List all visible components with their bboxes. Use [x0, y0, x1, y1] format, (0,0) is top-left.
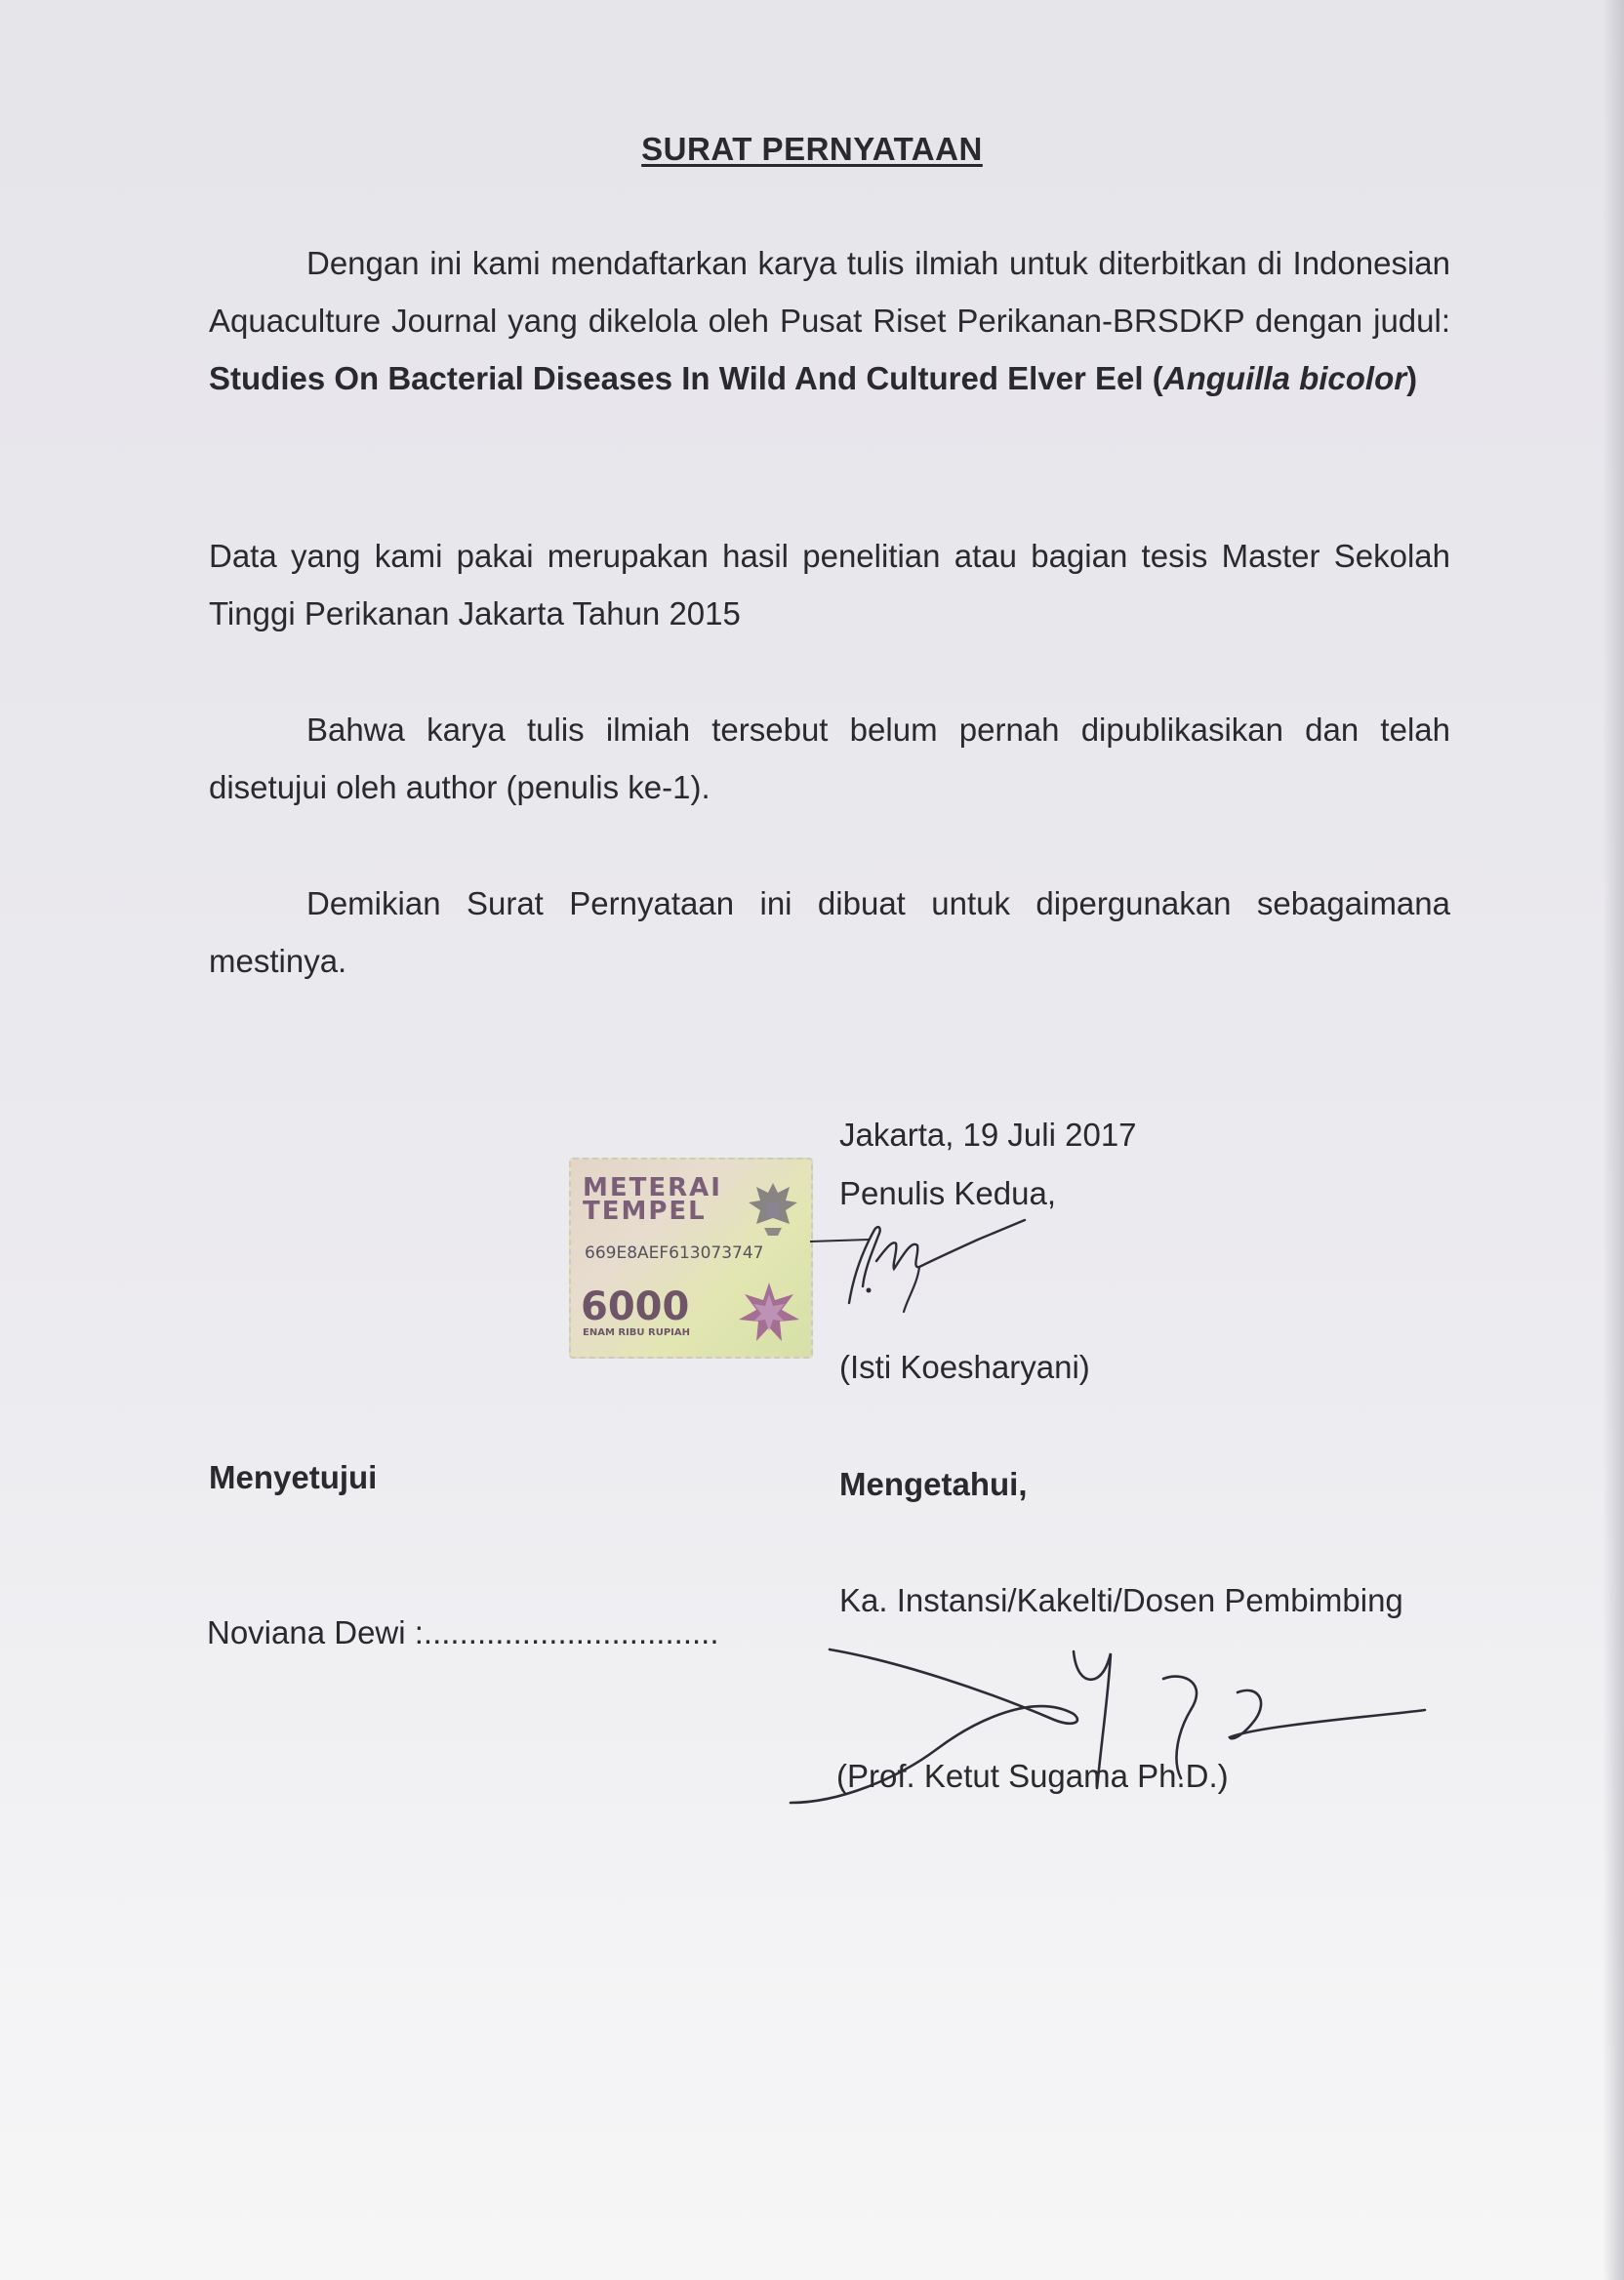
- stamp-line2: TEMPEL: [583, 1197, 707, 1226]
- page-edge-shadow: [1603, 0, 1624, 2280]
- author-role: Penulis Kedua,: [839, 1175, 1056, 1211]
- stamp-serial: 669E8AEF613073747: [585, 1243, 764, 1263]
- paren-open: (: [1152, 360, 1163, 396]
- author-signature: [810, 1210, 1035, 1318]
- approver-signature-line: Noviana Dewi :.................................: [207, 1614, 719, 1650]
- approve-label: Menyetujui: [209, 1459, 378, 1495]
- stamp-star-icon: [737, 1281, 801, 1345]
- institution-label: Ka. Instansi/Kakelti/Dosen Pembimbing: [839, 1582, 1403, 1618]
- paragraph-registration: [209, 234, 1450, 407]
- stamp-value: 6000: [581, 1284, 690, 1329]
- paren-close: ): [1406, 360, 1418, 396]
- paragraph-intro: Dengan ini kami mendaftarkan karya tulis ilmiah untuk diterbitkan di Indonesian Aquaculture Journal yang dikelola oleh Pusat Riset Perikanan-BRSDKP dengan judul:: [209, 245, 1450, 339]
- paragraph-unpublished: Bahwa karya tulis ilmiah tersebut belum pernah dipublikasikan dan telah disetujui oleh author (penulis ke-1).: [209, 712, 1450, 805]
- place-date: Jakarta, 19 Juli 2017: [839, 1117, 1137, 1153]
- know-label: Mengetahui,: [839, 1466, 1028, 1502]
- supervisor-name: (Prof. Ketut Sugama Ph.D.): [836, 1758, 1229, 1794]
- page-title: SURAT PERNYATAAN: [641, 131, 983, 167]
- paper-title: Studies On Bacterial Diseases In Wild And Cultured Elver Eel: [209, 360, 1144, 396]
- stamp-line1: METERAI: [583, 1173, 722, 1202]
- paragraph-data-source: Data yang kami pakai merupakan hasil penelitian atau bagian tesis Master Sekolah Tinggi Perikanan Jakarta Tahun 2015: [209, 538, 1450, 631]
- author-name: (Isti Koesharyani): [839, 1349, 1090, 1385]
- species-name: Anguilla bicolor: [1162, 360, 1407, 396]
- garuda-emblem-icon: [745, 1179, 801, 1240]
- paragraph-closing: Demikian Surat Pernyataan ini dibuat untuk dipergunakan sebagaimana mestinya.: [209, 885, 1450, 979]
- revenue-stamp: [569, 1158, 813, 1359]
- stamp-value-words: ENAM RIBU RUPIAH: [583, 1327, 690, 1338]
